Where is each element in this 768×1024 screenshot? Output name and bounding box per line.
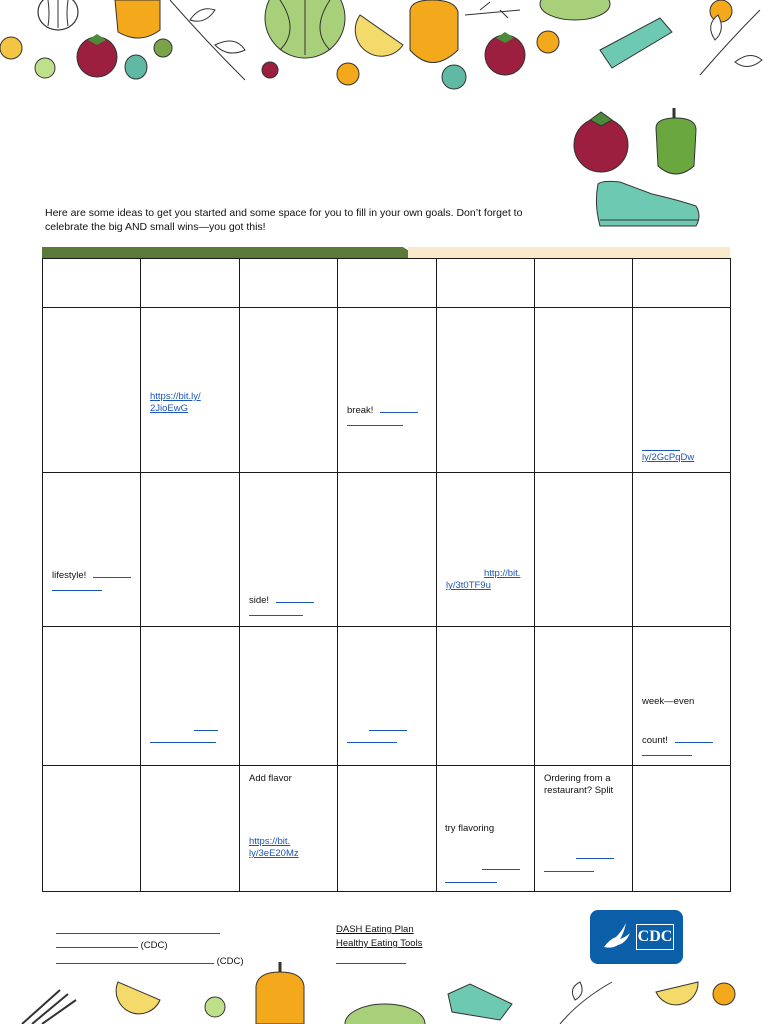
blank-line — [93, 568, 131, 578]
row1-col2-link[interactable] — [150, 391, 201, 415]
leaf-branch-icon — [560, 982, 612, 1024]
note-text: count! — [642, 735, 668, 746]
intro-line-2: celebrate the big AND small wins—you got this! — [45, 221, 266, 233]
row2-col5-link[interactable] — [446, 568, 520, 592]
grid-line-h — [42, 472, 731, 473]
blank-line — [369, 730, 407, 731]
link-text[interactable]: https://bit.ly/ — [150, 391, 201, 402]
blank-line — [276, 593, 314, 603]
celery-icon — [22, 990, 76, 1024]
pepper-icon — [115, 0, 160, 38]
row3-col7-note-a: week—even — [642, 696, 695, 707]
cucumber-icon — [442, 65, 466, 89]
row2-col1-note — [52, 568, 131, 582]
row1-col7-link[interactable]: ly/2GcPqDw — [642, 452, 695, 463]
link-text[interactable]: 2JioEwG — [150, 403, 189, 414]
link-text[interactable]: https://bit. — [249, 836, 291, 847]
leaf-branch-icon — [170, 0, 245, 80]
lemon-slice-icon — [355, 15, 403, 56]
tomato-icon — [77, 34, 117, 77]
grid-line-v — [239, 258, 240, 892]
grid-line-h — [42, 891, 731, 892]
blank-line — [576, 858, 614, 859]
blank-line — [642, 450, 680, 451]
grid-line-h — [42, 765, 731, 766]
intro-paragraph — [45, 206, 585, 234]
intro-line-1: Here are some ideas to get you started and some space for you to fill in your own goals. Don’t forget to — [45, 207, 523, 219]
grid-line-v — [436, 258, 437, 892]
blank-line — [642, 755, 692, 756]
lemon-icon — [0, 37, 22, 59]
sneaker-icon — [596, 181, 699, 226]
lemon-icon — [710, 0, 732, 22]
cabbage-icon — [540, 0, 610, 20]
footer-link-line[interactable] — [56, 954, 214, 964]
footer-reference-1 — [56, 938, 168, 952]
orange-slice-icon — [337, 63, 359, 85]
grid-line-v — [632, 258, 633, 892]
cdc-logo-text: CDC — [636, 924, 674, 950]
grid-line-v — [534, 258, 535, 892]
note-text: lifestyle! — [52, 570, 87, 581]
olive-icon — [154, 39, 172, 57]
blank-line — [347, 425, 403, 426]
grid-line-v — [730, 258, 731, 892]
footer-link-line[interactable] — [56, 938, 138, 948]
blank-line — [675, 733, 713, 743]
blank-line — [380, 403, 418, 413]
pepper-icon — [656, 108, 696, 174]
footer-link-line[interactable] — [336, 963, 406, 964]
sneaker-icon — [600, 18, 672, 68]
row4-col3-link[interactable] — [249, 836, 299, 860]
link-text[interactable]: ly/3t0TF9u — [446, 580, 491, 591]
link-text[interactable]: ly/3eE20Mz — [249, 848, 299, 859]
sneaker-icon — [448, 984, 512, 1020]
lemon-slice-icon — [656, 982, 698, 1005]
leaf-branch-icon — [700, 10, 762, 75]
grid-line-h — [42, 258, 731, 259]
blank-line — [52, 590, 102, 591]
row1-col4-note — [347, 403, 418, 417]
cdc-logo — [590, 910, 683, 964]
lemon-slice-icon — [116, 982, 160, 1014]
footer-reference-2 — [56, 954, 244, 968]
blank-line — [445, 882, 497, 883]
note-text: side! — [249, 595, 270, 606]
blank-line — [347, 742, 397, 743]
footer-link-line[interactable] — [56, 933, 220, 934]
cucumber-icon — [125, 55, 147, 79]
hhs-eagle-icon — [596, 917, 636, 957]
cdc-suffix: (CDC) — [216, 956, 244, 967]
vegetable-illustration-border-top — [0, 0, 768, 100]
cabbage-icon — [265, 0, 345, 58]
cdc-suffix: (CDC) — [140, 940, 168, 951]
row3-col7-note-b — [642, 733, 713, 747]
note-text: Ordering from a — [544, 773, 611, 784]
link-text[interactable]: http://bit. — [484, 568, 521, 579]
row4-col6-note — [544, 773, 613, 797]
blank-line — [482, 869, 520, 870]
blank-line — [249, 615, 303, 616]
goals-calendar-grid — [42, 258, 731, 892]
row2-col3-note — [249, 593, 314, 607]
grid-line-v — [42, 258, 43, 892]
vegetable-illustration-border-bottom — [0, 960, 768, 1024]
pepper-icon — [410, 0, 458, 63]
blank-line — [194, 730, 218, 731]
blank-line — [544, 871, 594, 872]
orange-slice-icon — [713, 983, 735, 1005]
healthy-eating-tools-link[interactable]: Healthy Eating Tools — [336, 938, 423, 949]
note-text: break! — [347, 405, 374, 416]
blank-line — [150, 742, 216, 743]
row4-col3-note: Add flavor — [249, 773, 292, 784]
pepper-icon — [256, 962, 304, 1024]
row4-col5-note: try flavoring — [445, 823, 495, 834]
onion-icon — [38, 0, 78, 30]
cabbage-icon — [345, 1004, 425, 1024]
lime-icon — [205, 997, 225, 1017]
tomato-icon — [485, 32, 525, 75]
dash-eating-plan-link[interactable]: DASH Eating Plan — [336, 924, 414, 935]
grid-line-v — [337, 258, 338, 892]
grid-line-h — [42, 626, 731, 627]
note-text: restaurant? Split — [544, 785, 614, 796]
lime-icon — [35, 58, 55, 78]
tomato-icon — [262, 62, 278, 78]
grid-line-h — [42, 307, 731, 308]
orange-slice-icon — [537, 31, 559, 53]
herb-sprig-icon — [465, 2, 520, 18]
tomato-icon — [574, 112, 628, 172]
grid-line-v — [140, 258, 141, 892]
